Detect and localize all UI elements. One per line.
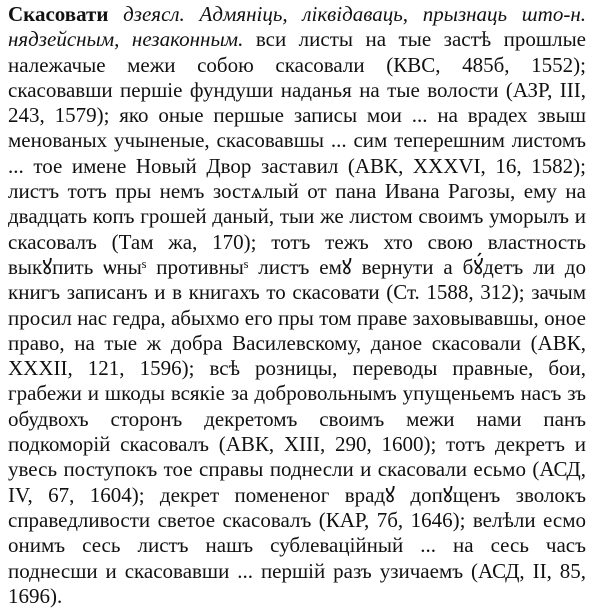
entry-gloss: дзеясл. Адмяніць, ліквідаваць, прызнаць што-н. нядзейсным, незаконным.	[8, 2, 586, 52]
entry-headword: Скасовати	[8, 2, 109, 26]
dictionary-entry	[8, 0, 586, 609]
entry-citations: вси листы на тые застѣ прошлые належачые межи собою скасовали (КВС, 485б, 1552); скасовавши першіе фундуши наданья на тые волости (АЗР, III, 243, 1579); яко оные першые записы мои ... на врадех звыш менованых учыненые, скасовавшы ... сим теперешним листомъ ... тое имене Новый Двор заставил (АВК, XXXVI, 16, 1582); листъ тотъ пры немъ зостѧлый от пана Ивана Рагозы, ему на двадцать копъ грошей даный, тыи же листом своимъ уморылъ и скасовалъ (Там жа, 170); тотъ тежъ хто свою властность выкꙋпить ѡныˢ противныˢ листъ емꙋ вернути а бꙋ́детъ ли до книгъ записанъ и в книгахъ то скасовати (Ст. 1588, 312); зачым просил нас гедра, абыхмо его пры том праве заховывавшы, оное право, на тые ж добра Василевскому, даное скасовали (АВК, XXXII, 121, 1596); всѣ розницы, переводы правные, бои, грабежи и шкоды всякіе за добровольнымъ упущеньемъ насъ зъ обудвохъ сторонъ декретомъ своимъ межи нами панъ подкоморій скасовалъ (АВК, XIII, 290, 1600); тотъ декретъ и увесь поступокъ тое справы поднесли и скасовали есьмо (АСД, IV, 67, 1604); декрет помененог врадꙋ допꙋщенъ зволокъ справедливости светое скасовалъ (КАР, 7б, 1646); велѣли есмо онимъ сесь листъ нашъ сублеваційный ... на сесь часъ поднесши и скасовавши ... першій разъ узичаемъ (АСД, II, 85, 1696).	[8, 27, 586, 608]
